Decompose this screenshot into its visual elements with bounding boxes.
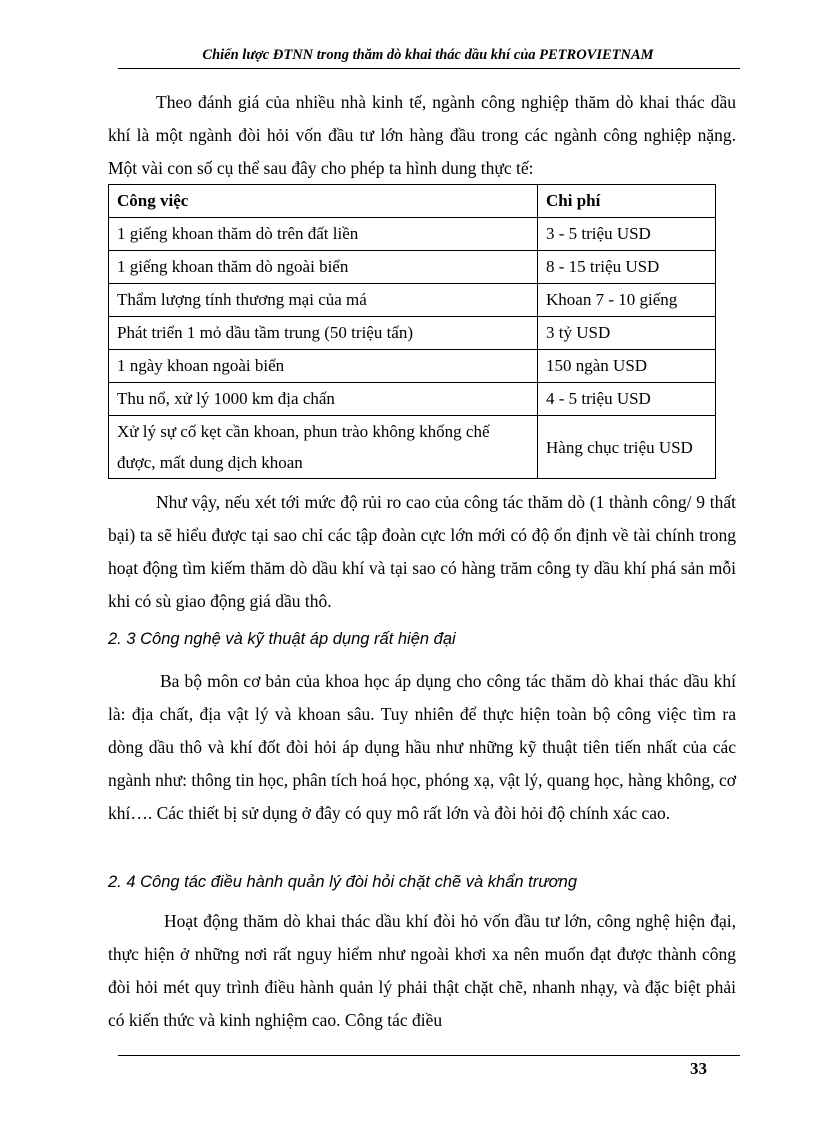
section-2-4-paragraph: Hoạt động thăm dò khai thác dầu khí đòi hỏ vốn đầu tư lớn, công nghệ hiện đại, thực hiện ở những nơi rất nguy hiểm như ngoài khơi xa nên muốn đạt được thành công đòi hỏi mét quy trình điều hành quản lý phải thật chặt chẽ, nhanh nhạy, và đặc biệt phải có kiến thức và kinh nghiệm cao. Công tác điều <box>108 911 736 1030</box>
table-row <box>109 317 716 350</box>
running-header-title: Chiến lược ĐTNN trong thăm dò khai thác dầu khí của PETROVIETNAM <box>202 47 654 63</box>
intro-paragraph: Theo đánh giá của nhiều nhà kinh tế, ngành công nghiệp thăm dò khai thác dầu khí là một ngành đòi hỏi vốn đầu tư lớn hàng đầu trong các ngành công nghiệp nặng. Một vài con số cụ thể sau đây cho phép ta hình dung thực tế: <box>108 92 736 178</box>
page-number: 33 <box>690 1059 707 1078</box>
table-header-row <box>109 185 716 218</box>
cost-table <box>108 184 716 479</box>
table-cell-cost: 3 - 5 triệu USD <box>538 218 716 251</box>
table-cell-cost: 8 - 15 triệu USD <box>538 251 716 284</box>
table-row <box>109 284 716 317</box>
table-header-cost: Chi phí <box>538 185 716 218</box>
table-row <box>109 383 716 416</box>
table-cell-cost: 4 - 5 triệu USD <box>538 383 716 416</box>
risk-paragraph: Như vậy, nếu xét tới mức độ rủi ro cao của công tác thăm dò (1 thành công/ 9 thất bại) ta sẽ hiểu được tại sao chỉ các tập đoàn cực lớn mới có độ ổn định về tài chính trong hoạt động tìm kiếm thăm dò dầu khí và tại sao có hàng trăm công ty dầu khí phá sản mỗi khi có sù giao động giá dầu thô. <box>108 492 736 611</box>
table-row <box>109 218 716 251</box>
table-cell-task: Xử lý sự cố kẹt cần khoan, phun trào không khống chế được, mất dung dịch khoan <box>109 416 538 479</box>
table-cell-cost: Hàng chục triệu USD <box>538 416 716 479</box>
table-row <box>109 251 716 284</box>
section-2-3-paragraph: Ba bộ môn cơ bản của khoa học áp dụng cho công tác thăm dò khai thác dầu khí là: địa chất, địa vật lý và khoan sâu. Tuy nhiên để thực hiện toàn bộ công việc tìm ra dòng dầu thô và khí đốt đòi hỏi áp dụng hầu như những kỹ thuật tiên tiến nhất của các ngành như: thông tin học, phân tích hoá học, phóng xạ, vật lý, quang học, hàng không, cơ khí…. Các thiết bị sử dụng ở đây có quy mô rất lớn và đòi hỏi độ chính xác cao. <box>108 671 736 823</box>
table-cell-task: Phát triển 1 mỏ dầu tầm trung (50 triệu tấn) <box>109 317 538 350</box>
table-cell-task: 1 ngày khoan ngoài biển <box>109 350 538 383</box>
table-cell-cost: Khoan 7 - 10 giếng <box>538 284 716 317</box>
table-row <box>109 350 716 383</box>
table-cell-task: 1 giếng khoan thăm dò trên đất liền <box>109 218 538 251</box>
table-cell-task: 1 giếng khoan thăm dò ngoài biển <box>109 251 538 284</box>
table-cell-cost: 150 ngàn USD <box>538 350 716 383</box>
section-2-4-heading: 2. 4 Công tác điều hành quản lý đòi hỏi chặt chẽ và khẩn trương <box>108 873 577 891</box>
section-2-3-heading: 2. 3 Công nghệ và kỹ thuật áp dụng rất hiện đại <box>108 630 456 648</box>
table-row <box>109 416 716 479</box>
table-cell-task: Thu nổ, xử lý 1000 km địa chấn <box>109 383 538 416</box>
table-cell-task: Thẩm lượng tính thương mại của má <box>109 284 538 317</box>
table-header-task: Công việc <box>109 185 538 218</box>
table-cell-cost: 3 tỷ USD <box>538 317 716 350</box>
footer-divider <box>118 1055 740 1056</box>
header-divider <box>118 68 740 69</box>
